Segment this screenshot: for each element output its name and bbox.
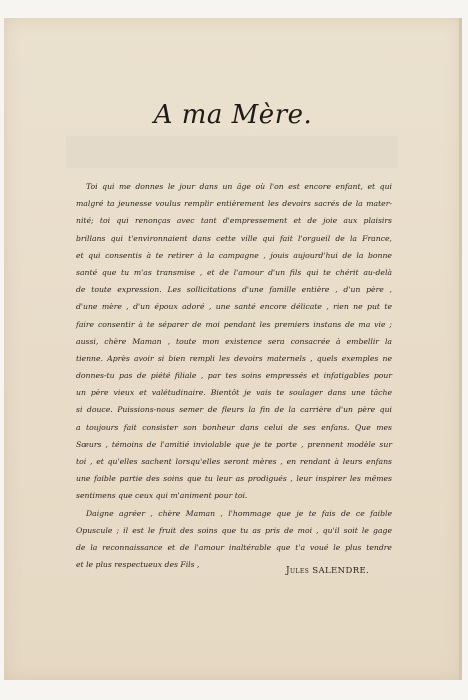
text-line: aussi, chère Maman , toute mon existence sera consacrée à embellir la — [76, 336, 392, 346]
text-line: Daigne agréer , chère Maman , l'hommage que je te fais de ce faible — [86, 508, 392, 518]
text-line: toi , et qu'elles sachent lorsqu'elles seront mères , en rendant à leurs enfans — [76, 457, 392, 466]
text-line: Toi qui me donnes le jour dans un âge où l'on est encore enfant, et qui — [86, 182, 392, 191]
dedication-title: A ma Mère. — [153, 100, 313, 130]
text-line: santé que tu m'as transmise , et de l'amour d'un fils qui te chérit au-delà — [76, 267, 392, 277]
text-line: malgré ta jeunesse voulus remplir entièrement les devoirs sacrés de la mater- — [76, 199, 392, 209]
text-line: un père vieux et valétudinaire. Bientôt je vais te soulager dans une tâche — [76, 388, 392, 398]
text-line: si douce. Puissions-nous semer de fleurs la fin de la carrière d'un père qui — [76, 405, 392, 415]
paper-sheet — [4, 18, 462, 680]
text-line: d'une mère , d'un époux adoré , une santé encore délicate , rien ne put te — [76, 302, 392, 312]
signature-first-name: Jules — [286, 566, 310, 576]
text-line: nité; toi qui renonças avec tant d'empressement et de joie aux plaisirs — [76, 216, 392, 226]
dedication-body — [76, 178, 392, 573]
text-line: donnes-tu pas de piété filiale , par tes soins empressés et infatigables pour — [76, 371, 392, 381]
faint-bleed-through — [66, 136, 398, 168]
paragraph-1 — [76, 178, 392, 505]
text-line: et le plus respectueux des Fils , — [76, 560, 200, 570]
text-line: faire consentir à te séparer de moi pendant les premiers instans de ma vie ; — [76, 319, 392, 329]
text-line: de toute expression. Les sollicitations d'une famille entière , d'un père , — [76, 285, 392, 295]
text-line: sentimens que ceux qui m'animent pour toi. — [76, 491, 248, 501]
text-line: et qui consentis à te retirer à la campagne , jouis aujourd'hui de la bonne — [76, 250, 392, 260]
text-line: Opuscule ; il est le fruit des soins que tu as pris de moi , qu'il soit le gage — [76, 525, 392, 535]
text-line: une faible partie des soins que tu leur as prodigués , leur inspirer les mêmes — [76, 474, 392, 484]
text-line: a toujours fait consister son bonheur dans celui de ses enfans. Que mes — [76, 422, 392, 432]
text-line: Sœurs , témoins de l'amitié inviolable que je te porte , prennent modèle sur — [76, 439, 392, 449]
author-signature — [286, 566, 369, 576]
paragraph-2 — [76, 505, 392, 574]
signature-last-name: SALENDRE. — [312, 566, 370, 576]
text-line: brillans qui t'environnaient dans cette ville qui fait l'orgueil de la France, — [76, 233, 392, 243]
text-line: tienne. Après avoir si bien rempli les devoirs maternels , quels exemples ne — [76, 353, 392, 363]
text-line: de la reconnaissance et de l'amour inaltérable que t'a voué le plus tendre — [76, 542, 392, 552]
